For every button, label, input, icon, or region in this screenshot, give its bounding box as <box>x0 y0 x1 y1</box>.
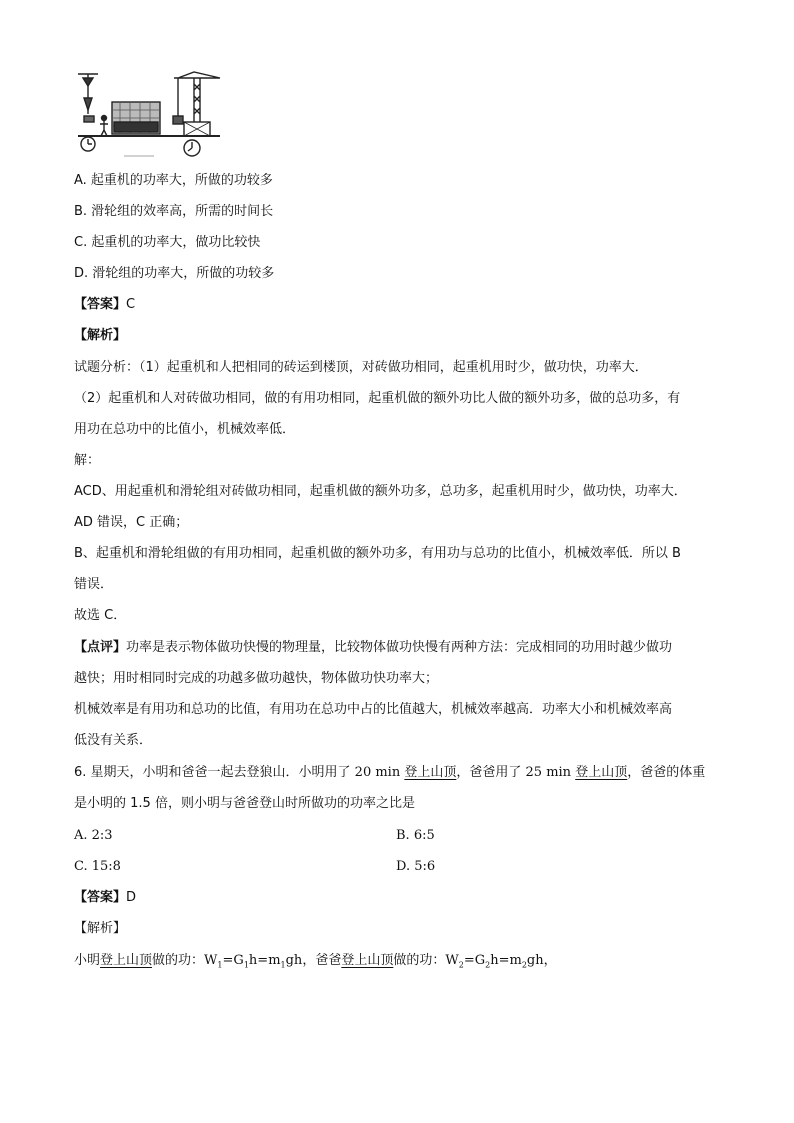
symbol-w: W <box>445 953 459 968</box>
comment-tag: 【点评】 <box>74 640 127 655</box>
subscript: 2 <box>458 960 464 970</box>
text-part: 小明 <box>74 953 101 968</box>
q5-option-a: A. 起重机的功率大，所做的功较多 <box>74 173 273 188</box>
pulley-crane-figure <box>74 70 224 160</box>
q5-comment-line: 越快；用时相同时完成的功越多做功越快，物体做功快功率大； <box>74 671 439 686</box>
subscript: 1 <box>243 960 249 970</box>
subscript: 1 <box>280 960 286 970</box>
q5-analysis-line: 错误． <box>74 577 114 592</box>
q5-analysis-line: 用功在总功中的比值小，机械效率低． <box>74 422 296 437</box>
q5-option-c: C. 起重机的功率大，做功比较快 <box>74 235 261 250</box>
underlined-part: 登上山顶 <box>100 953 153 968</box>
answer-tag: 【答案】 <box>74 890 127 905</box>
q6-stem-line2: 是小明的 1.5 倍，则小明与爸爸登山时所做功的功率之比是 <box>74 796 415 811</box>
symbol-g: G <box>474 953 486 968</box>
q6-time-father: 25 min <box>525 765 572 780</box>
small-bricks <box>84 116 94 122</box>
answer-value: D <box>126 890 137 905</box>
q5-analysis-line: 故选 C． <box>74 608 127 623</box>
q6-analysis-tag: 【解析】 <box>74 921 127 936</box>
symbol-gh: gh <box>285 953 303 968</box>
person-head <box>102 116 107 121</box>
q5-analysis-line: （2）起重机和人对砖做功相同，做的有用功相同，起重机做的额外功比人做的额外功多，做的总功多，有 <box>74 391 681 406</box>
q6-stem-part: ，爸爸的体重 <box>627 765 706 780</box>
q6-stem-underlined: 登上山顶 <box>404 765 457 780</box>
answer-tag: 【答案】 <box>74 297 127 312</box>
symbol-h: h <box>248 953 258 968</box>
comment-line: 功率是表示物体做功快慢的物理量，比较物体做功快慢有两种方法：完成相同的功用时越少做功 <box>126 640 673 655</box>
symbol-g: G <box>233 953 244 968</box>
q5-comment-line: 机械效率是有用功和总功的比值，有用功在总功中占的比值越大，机械效率越高．功率大小和机械效率高 <box>74 702 673 717</box>
q6-stem-line1 <box>74 763 705 783</box>
q6-answer <box>74 888 136 908</box>
subscript: 2 <box>521 960 527 970</box>
q6-analysis-line <box>74 951 557 976</box>
symbol-w: W <box>204 953 218 968</box>
underlined-part: 登上山顶 <box>341 953 394 968</box>
q5-option-b: B. 滑轮组的效率高，所需的时间长 <box>74 204 274 219</box>
brick-stack-dark <box>114 122 158 132</box>
q5-comment-line: 低没有关系． <box>74 733 153 748</box>
q5-analysis-line: 解： <box>74 453 101 468</box>
q5-option-d: D. 滑轮组的功率大，所做的功较多 <box>74 266 275 281</box>
q5-analysis-tag: 【解析】 <box>74 328 127 343</box>
pulley-wheel-top <box>83 78 93 86</box>
q5-analysis-line: 试题分析：（1）起重机和人把相同的砖运到楼顶，对砖做功相同，起重机用时少，做功快，功率大． <box>74 360 648 375</box>
q6-option-d: D. 5:6 <box>396 859 436 874</box>
subscript: 1 <box>217 960 223 970</box>
crane-jib <box>174 72 220 78</box>
symbol-h: h <box>490 953 499 968</box>
q6-option-b: B. 6:5 <box>396 828 435 843</box>
symbol-m: m <box>509 953 522 968</box>
q6-stem-underlined: 登上山顶 <box>575 765 628 780</box>
q6-option-a: A. 2:3 <box>74 828 113 843</box>
text-part: 做的功： <box>152 953 205 968</box>
equals: = <box>257 953 269 968</box>
q6-option-c: C. 15:8 <box>74 859 121 874</box>
subscript: 2 <box>485 960 491 970</box>
pulley-wheel-bottom <box>84 98 92 110</box>
text-part: ，爸爸 <box>302 953 342 968</box>
q5-analysis-line: B、起重机和滑轮组做的有用功相同，起重机做的额外功多，有用功与总功的比值小，机械效率低．所以 B <box>74 546 681 561</box>
text-part: 做的功： <box>393 953 446 968</box>
q6-stem-part: 6. 星期天，小明和爸爸一起去登狼山．小明用了 <box>74 765 355 780</box>
symbol-gh: gh <box>526 953 544 968</box>
q5-analysis-line: ACD、用起重机和滑轮组对砖做功相同，起重机做的额外功多，总功多，起重机用时少，做功快，功率大． <box>74 484 687 499</box>
q5-answer <box>74 295 135 315</box>
crane-load <box>173 116 183 124</box>
q5-analysis-line: AD 错误，C 正确； <box>74 515 189 530</box>
symbol-m: m <box>268 953 281 968</box>
equals: = <box>463 953 475 968</box>
equals: = <box>222 953 234 968</box>
q6-stem-part: ，爸爸用了 <box>456 765 526 780</box>
equals: = <box>498 953 510 968</box>
answer-value: C <box>126 297 136 312</box>
person-body <box>100 120 108 136</box>
q6-time-xiaoming: 20 min <box>354 765 401 780</box>
text-part: ， <box>543 953 557 968</box>
q5-comment <box>74 638 672 658</box>
